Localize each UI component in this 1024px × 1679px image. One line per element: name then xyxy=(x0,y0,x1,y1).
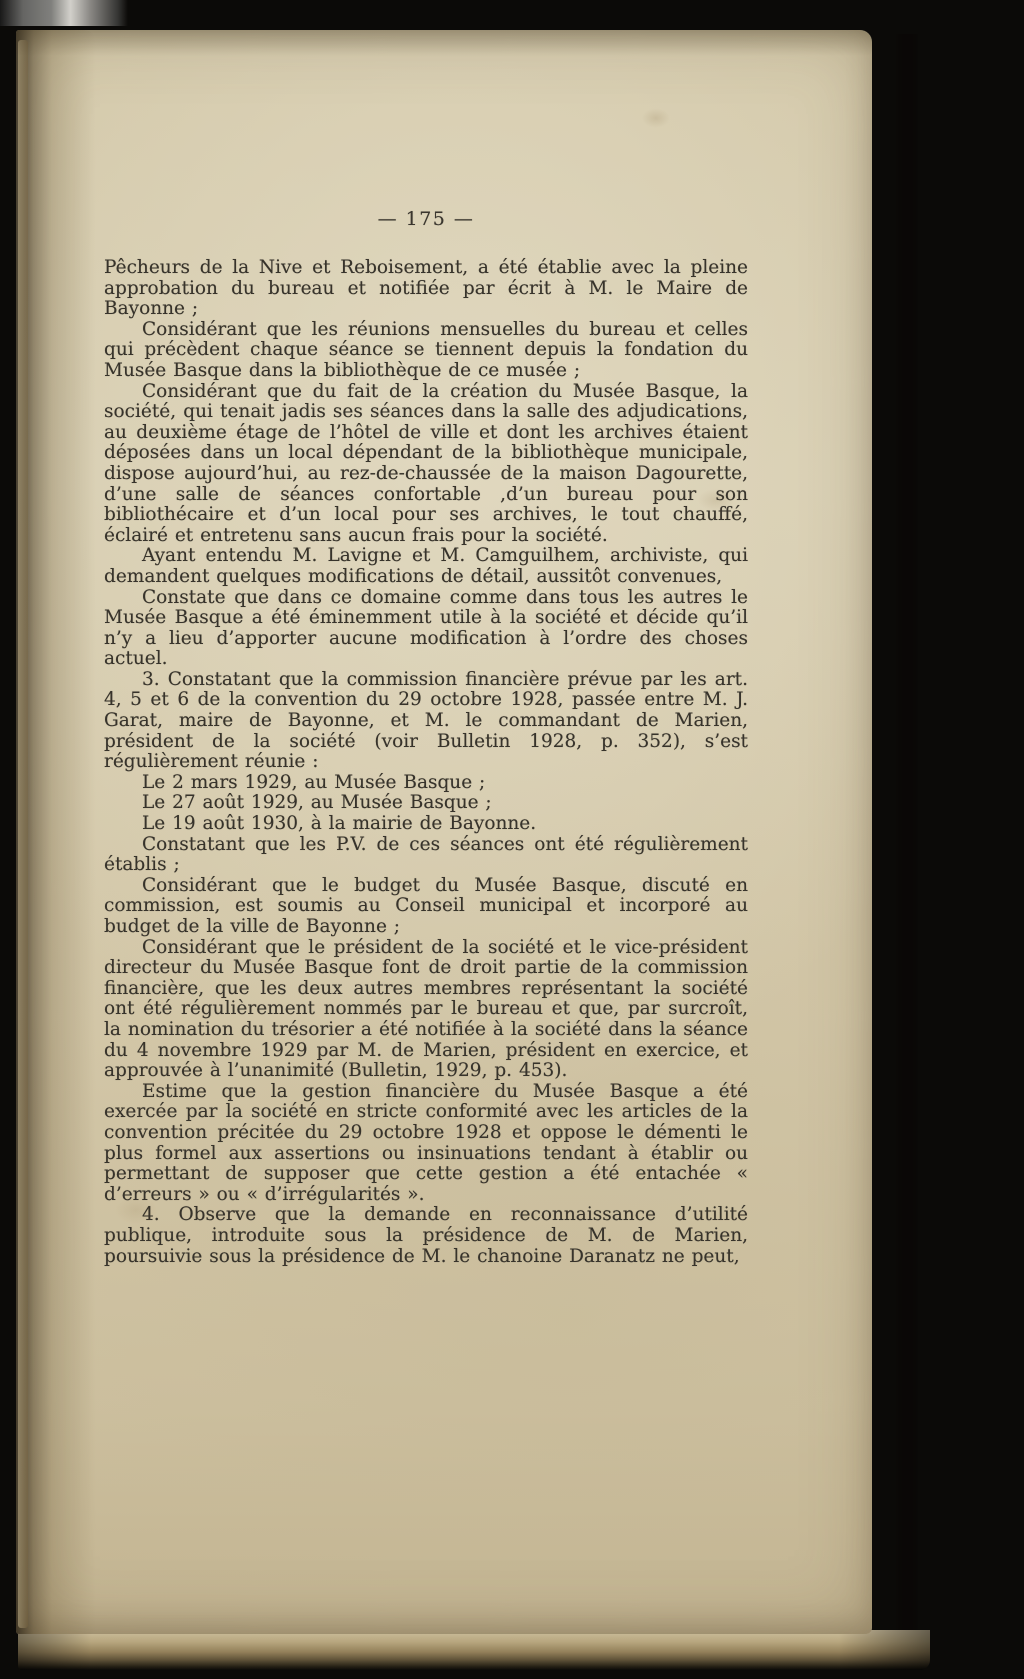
paragraph: Considérant que les réunions mensuelles du bureau et celles qui précèdent chaque séance se tiennent depuis la fondation du Musée Basque dans la bibliothèque de ce musée ; xyxy=(104,318,748,381)
meeting-date-line: Le 19 août 1930, à la mairie de Bayonne. xyxy=(142,813,537,835)
paragraph: Constatant que les P.V. de ces séances ont été régulièrement établis ; xyxy=(104,833,748,876)
paragraph: 4. Observe que la demande en reconnaissance d’utilité publique, introduite sous la présidence de M. de Marien, poursuivie sous la présidence de M. le chanoine Daranatz ne peut, xyxy=(104,1204,748,1267)
paragraph: Constate que dans ce domaine comme dans tous les autres le Musée Basque a été éminemment utile à la société et décide qu’il n’y a lieu d’apporter aucune modification à l’ordre des choses actuel. xyxy=(104,586,748,670)
meeting-date-line: Le 27 août 1929, au Musée Basque ; xyxy=(142,792,492,814)
paragraph: Ayant entendu M. Lavigne et M. Camguilhem, archiviste, qui demandent quelques modifications de détail, aussitôt convenues, xyxy=(104,545,748,587)
book-fore-edge-pages xyxy=(866,34,946,1648)
book-page xyxy=(16,30,872,1634)
paragraph: Pêcheurs de la Nive et Reboisement, a été établie avec la pleine approbation du bureau et notifiée par écrit à M. le Maire de Bayonne ; xyxy=(104,257,748,320)
book-bottom-edge-pages xyxy=(18,1630,930,1670)
paragraph: Considérant que le budget du Musée Basque, discuté en commission, est soumis au Conseil municipal et incorporé au budget de la ville de Bayonne ; xyxy=(104,874,748,937)
page-top-shade xyxy=(16,30,872,56)
paragraph: Considérant que du fait de la création du Musée Basque, la société, qui tenait jadis ses séances dans la salle des adjudications, au deuxième étage de l’hôtel de ville et dont les archives étaient déposées dans un local dépendant de la bibliothèque municipale, dispose aujourd’hui, au rez-de-chaussée de la maison Dagourette, d’une salle de séances confortable ,d’un bureau pour son bibliothécaire et d’un local pour ses archives, le tout chauffé, éclairé et entretenu sans aucun frais pour la société. xyxy=(104,380,748,546)
fore-edge-red-stain xyxy=(896,34,918,1648)
paragraph: 3. Constatant que la commission financière prévue par les art. 4, 5 et 6 de la convention du 29 octobre 1928, passée entre M. J. Garat, maire de Bayonne, et M. le commandant de Marien, président de la société (voir Bulletin 1928, p. 352), s’est régulièrement réunie : xyxy=(104,668,748,773)
gutter-light-strip xyxy=(18,40,28,1628)
paragraph: Estime que la gestion financière du Musée Basque a été exercée par la société en stricte conformité avec les articles de la convention précitée du 29 octobre 1928 et oppose le démenti le plus formel aux assertions ou insinuations tendant à établir ou permettant de supposer que cette gestion a été entachée « d’erreurs » ou « d’irrégularités ». xyxy=(104,1080,748,1205)
meeting-date-line: Le 2 mars 1929, au Musée Basque ; xyxy=(142,771,486,793)
scanner-corner-fragment xyxy=(0,0,128,26)
gutter-shadow xyxy=(16,30,96,1634)
page-text-block xyxy=(104,258,748,1267)
paragraph: Considérant que le président de la société et le vice-président directeur du Musée Basque font de droit partie de la commission financière, que les deux autres membres représentant la société ont été régulièrement nommés par le bureau et que, par surcroît, la nomination du trésorier a été notifiée à la société dans la séance du 4 novembre 1929 par M. de Marien, président en exercice, et approuvée à l’unanimité (Bulletin, 1929, p. 453). xyxy=(104,936,748,1082)
page-number: — 175 — xyxy=(377,208,475,230)
